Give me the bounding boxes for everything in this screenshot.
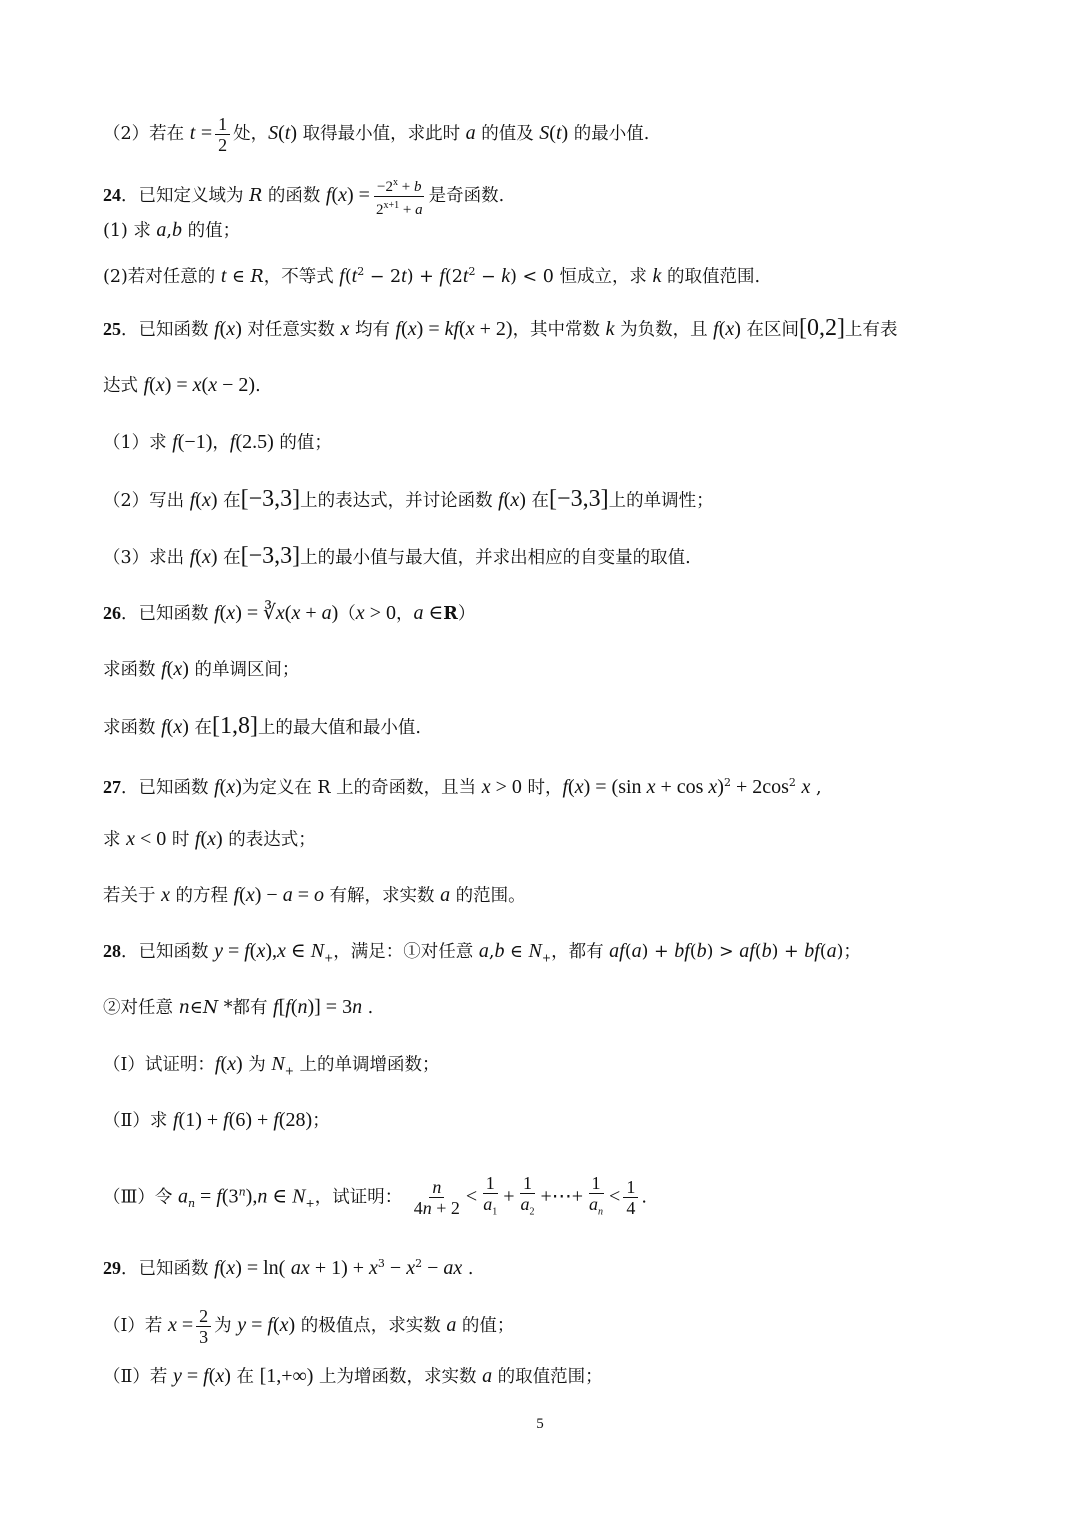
q25-part1: （1）求 f(−1)，f(2.5) 的值； <box>103 431 332 453</box>
q27-part2: 若关于 x 的方程 f(x) − a = o 有解，求实数 a 的范围。 <box>103 884 526 906</box>
q28-part3: （Ⅲ）令 $a_n = f(3^n),n$ ∈ $N_+$，试证明： $\frac{n}{4n + 2}$ < $\frac{1}{a_1}$ + $\frac{1}{a_2}$ +⋯+ $\frac{1}{a_n}$ < $\frac{1}{4}$ . <box>103 1173 647 1219</box>
q29-part1: （Ⅰ）若 x = $\frac{2}{3}$ 为 y = f(x) 的极值点，求实数 a 的值； <box>103 1306 515 1347</box>
q28-stem: 28．已知函数 y = f(x),x ∈ $N_+$，满足：①对任意 a,b ∈ $N_+$，都有 af(a) + bf(b) > af(b) + bf(a)； <box>103 940 861 965</box>
q23-part2: （2）若在 t = $\frac{1}{2}$ 处，S(t) 取得最小值，求此时 a 的值及 S(t) 的最小值. <box>103 114 650 155</box>
q27-stem: 27．已知函数 f(x)为定义在 R 上的奇函数，且当 x > 0 时，f(x) = (sin $x + \cos x)^2 + 2\cos^2$ x , <box>103 775 822 798</box>
q29-stem: 29．已知函数 f(x) = ln( ax + $1) + x^3 - x^2$ − ax . <box>103 1256 474 1279</box>
page-number: 5 <box>536 1416 544 1432</box>
q28-stem-cont: ②对任意 n∈N *都有 f[f(n)] = 3n . <box>103 996 374 1018</box>
q28-part2: （Ⅱ）求 f(1) + f(6) + f(28)； <box>103 1109 330 1131</box>
q25-stem: 25．已知函数 f(x) 对任意实数 x 均有 f(x) = kf(x + 2)，其中常数 k 为负数，且 f(x) 在区间[0,2]上有表 <box>103 315 898 341</box>
q26-stem: 26．已知函数 f(x) = ∛x(x + a)（x > 0，a ∈R） <box>103 602 476 624</box>
q25-part3: （3）求出 f(x) 在[−3,3]上的最小值与最大值，并求出相应的自变量的取值. <box>103 543 691 569</box>
q28-part1: （Ⅰ）试证明：f(x) 为 $N_+$ 上的单调增函数； <box>103 1053 440 1078</box>
q29-part2: （Ⅱ）若 y = f(x) 在 [1,+∞) 上为增函数，求实数 a 的取值范围； <box>103 1365 603 1387</box>
q24-part1: (1) 求 a,b 的值； <box>103 219 241 241</box>
q26-part2: 求函数 f(x) 在[1,8]上的最大值和最小值. <box>103 713 421 739</box>
q24-part2: (2)若对任意的 t ∈ R，不等式 $f(t^2 - 2t) + f(2t^2 - k) < 0$ 恒成立，求 k 的取值范围. <box>103 264 761 287</box>
q24-stem: 24．已知定义域为 R 的函数 f(x) = $\frac{-2^x + b}{2^{x+1} + a}$ 是奇函数. <box>103 174 1020 219</box>
q27-part1: 求 x < 0 时 f(x) 的表达式； <box>103 828 316 850</box>
q25-part2: （2）写出 f(x) 在[−3,3]上的表达式，并讨论函数 f(x) 在[−3,3]上的单调性； <box>103 486 714 512</box>
q25-stem-cont: 达式 f(x) = x(x − 2). <box>103 374 261 396</box>
q26-part1: 求函数 f(x) 的单调区间； <box>103 658 300 680</box>
